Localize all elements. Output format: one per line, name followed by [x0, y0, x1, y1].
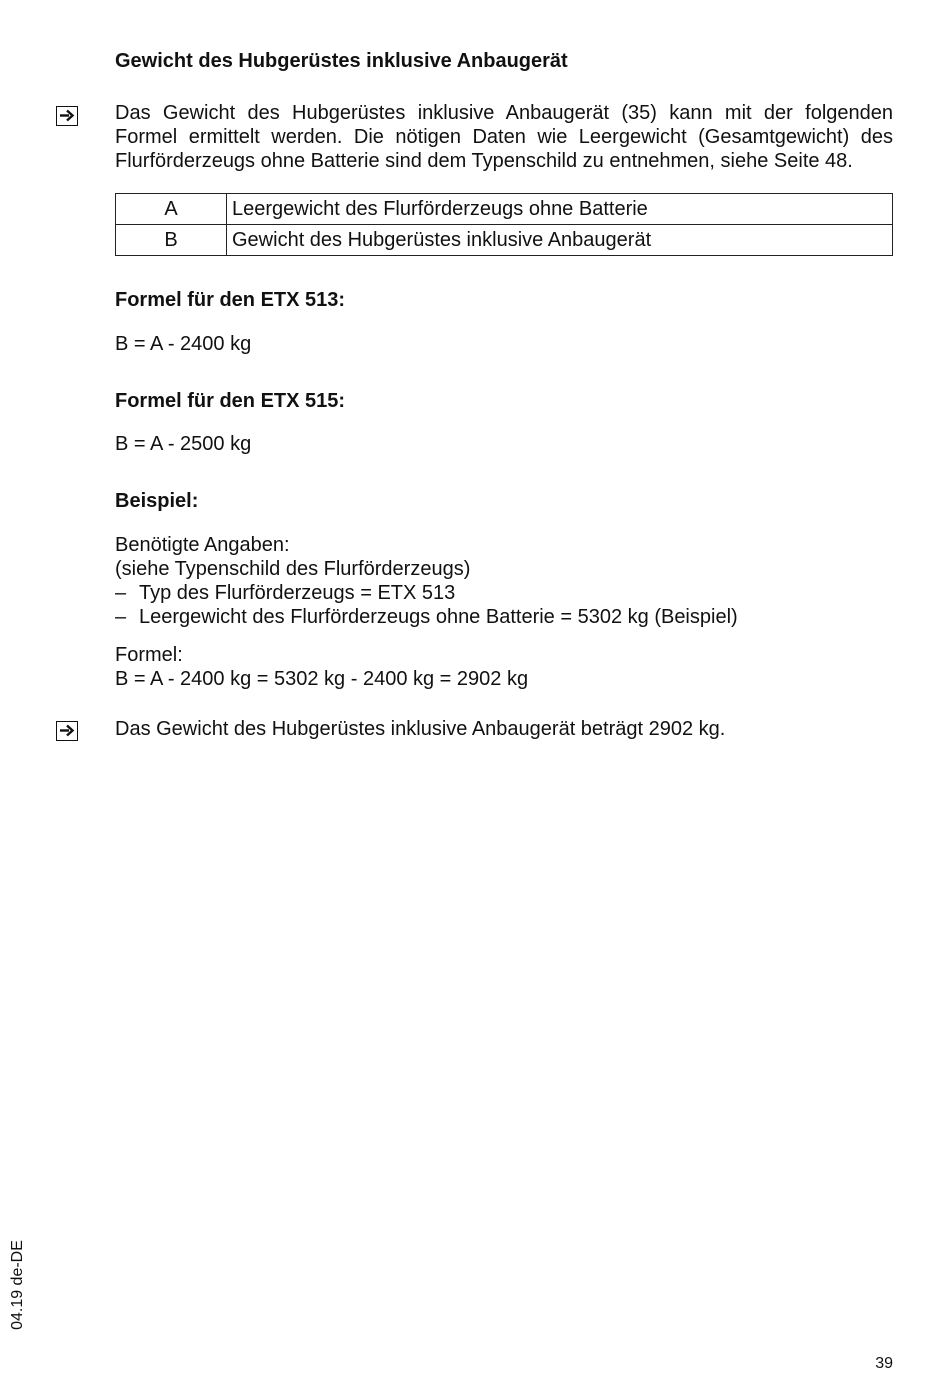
list-item — [115, 581, 893, 605]
definition-text: Gewicht des Hubgerüstes inklusive Anbaugerät — [227, 225, 893, 256]
formula-513: B = A - 2400 kg — [115, 333, 252, 355]
definition-table — [115, 193, 893, 256]
table-row — [116, 225, 893, 256]
example-block — [115, 533, 893, 629]
formula-515: B = A - 2500 kg — [115, 433, 252, 455]
arrow-right-icon — [56, 106, 78, 126]
intro-paragraph: Das Gewicht des Hubgerüstes inklusive Anbaugerät (35) kann mit der folgenden Formel ermittelt werden. Die nötigen Daten wie Leergewicht (Gesamtgewicht) des Flurförderzeugs ohne Batterie sind dem Typenschild zu entnehmen, siehe Seite 48. — [115, 102, 893, 172]
formula-513-title: Formel für den ETX 513: — [115, 289, 346, 311]
definition-key: A — [116, 194, 227, 225]
dash-bullet: – — [115, 582, 127, 604]
list-item-text: Typ des Flurförderzeugs = ETX 513 — [139, 582, 456, 604]
arrow-right-icon — [56, 721, 78, 741]
formula-label: Formel: — [115, 644, 183, 666]
example-title: Beispiel: — [115, 490, 199, 512]
page-number: 39 — [875, 1355, 893, 1372]
table-row — [116, 194, 893, 225]
list-item-text: Leergewicht des Flurförderzeugs ohne Batterie = 5302 kg (Beispiel) — [139, 606, 738, 628]
example-formula: B = A - 2400 kg = 5302 kg - 2400 kg = 2902 kg — [115, 668, 529, 690]
required-label: Benötigte Angaben: — [115, 534, 290, 556]
definition-key: B — [116, 225, 227, 256]
source-note: (siehe Typenschild des Flurförderzeugs) — [115, 558, 471, 580]
list-item — [115, 605, 893, 629]
section-title: Gewicht des Hubgerüstes inklusive Anbaugerät — [115, 50, 568, 72]
formula-515-title: Formel für den ETX 515: — [115, 390, 346, 412]
dash-bullet: – — [115, 606, 127, 628]
definition-text: Leergewicht des Flurförderzeugs ohne Batterie — [227, 194, 893, 225]
date-code: 04.19 de-DE — [9, 1240, 26, 1330]
result-statement: Das Gewicht des Hubgerüstes inklusive Anbaugerät beträgt 2902 kg. — [115, 718, 726, 740]
example-formula-block — [115, 643, 893, 691]
